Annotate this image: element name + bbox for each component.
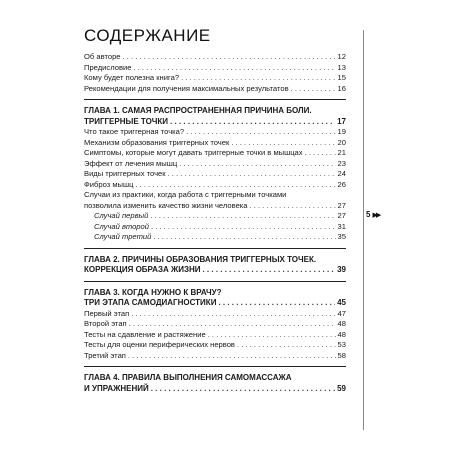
toc-subentry[interactable]: Случай третий . . . 35 — [84, 232, 346, 243]
toc-subentry[interactable]: Случай первый . . . 27 — [84, 211, 346, 222]
toc-entry[interactable]: Тесты для оценки периферических нервов . . . 53 — [84, 340, 346, 351]
toc-entry[interactable]: Симптомы, которые могут давать триггерные точки в мышцах . . . 21 — [84, 148, 346, 159]
toc-entry-multiline[interactable]: Случаи из практики, когда работа с триггерными точками — [84, 190, 287, 199]
toc-entry[interactable]: Кому будет полезна книга? . . . 15 — [84, 73, 346, 84]
section-divider — [84, 366, 346, 367]
chapter-heading[interactable]: ГЛАВА 3. КОГДА НУЖНО К ВРАЧУ? — [84, 287, 222, 297]
toc-entry[interactable]: Первый этап . . . 47 — [84, 309, 346, 320]
double-arrow-right-icon: ▶▶ — [372, 211, 380, 219]
section-divider — [84, 248, 346, 249]
section-divider — [84, 281, 346, 282]
margin-rule — [363, 30, 364, 430]
toc-entry[interactable]: Об авторе . . . 12 — [84, 52, 346, 63]
toc-entry[interactable]: Рекомендации для получения максимальных результатов . . . 16 — [84, 84, 346, 95]
toc-entry[interactable]: Второй этап . . . 48 — [84, 319, 346, 330]
table-of-contents — [84, 52, 346, 394]
chapter-heading[interactable]: ГЛАВА 1. САМАЯ РАСПРОСТРАНЕННАЯ ПРИЧИНА БОЛИ. — [84, 106, 312, 115]
page-number-value: 5 — [366, 210, 371, 219]
toc-entry[interactable]: Фиброз мышц . . . 26 — [84, 180, 346, 191]
chapter-heading-line[interactable]: И УПРАЖНЕНИЙ . . . 59 — [84, 384, 346, 395]
chapter-heading-line[interactable]: КОРРЕКЦИЯ ОБРАЗА ЖИЗНИ . . . 39 — [84, 265, 346, 276]
toc-subentry[interactable]: Случай второй . . . 31 — [84, 222, 346, 233]
toc-entry[interactable]: Виды триггерных точек . . . 24 — [84, 169, 346, 180]
toc-chapter-1 — [84, 106, 346, 243]
toc-entry[interactable]: Предисловие . . . 13 — [84, 63, 346, 74]
section-divider — [84, 99, 346, 100]
toc-chapter-3 — [84, 288, 346, 362]
toc-intro-block — [84, 52, 346, 94]
chapter-heading[interactable]: ГЛАВА 4. ПРАВИЛА ВЫПОЛНЕНИЯ САМОМАССАЖА — [84, 373, 292, 382]
toc-entry[interactable]: Что такое триггерная точка? . . . 19 — [84, 127, 346, 138]
chapter-heading[interactable]: ГЛАВА 2. ПРИЧИНЫ ОБРАЗОВАНИЯ ТРИГГЕРНЫХ ТОЧЕК. — [84, 254, 317, 264]
toc-chapter-2 — [84, 255, 346, 276]
page-title: СОДЕРЖАНИЕ — [84, 26, 211, 45]
toc-chapter-4 — [84, 373, 346, 394]
chapter-heading-line[interactable]: ТРИ ЭТАПА САМОДИАГНОСТИКИ . . . 45 — [84, 298, 346, 309]
toc-entry[interactable]: Механизм образования триггерных точек . . . 20 — [84, 138, 346, 149]
chapter-heading-line[interactable]: ТРИГГЕРНЫЕ ТОЧКИ . . . 17 — [84, 117, 346, 128]
toc-entry[interactable]: позволила изменить качество жизни человека . . . 27 — [84, 201, 346, 212]
toc-entry[interactable]: Эффект от лечения мышц . . . 23 — [84, 159, 346, 170]
page-number — [366, 210, 379, 219]
toc-entry[interactable]: Третий этап . . . 58 — [84, 351, 346, 362]
toc-entry[interactable]: Тесты на сдавление и растяжение . . . 48 — [84, 330, 346, 341]
